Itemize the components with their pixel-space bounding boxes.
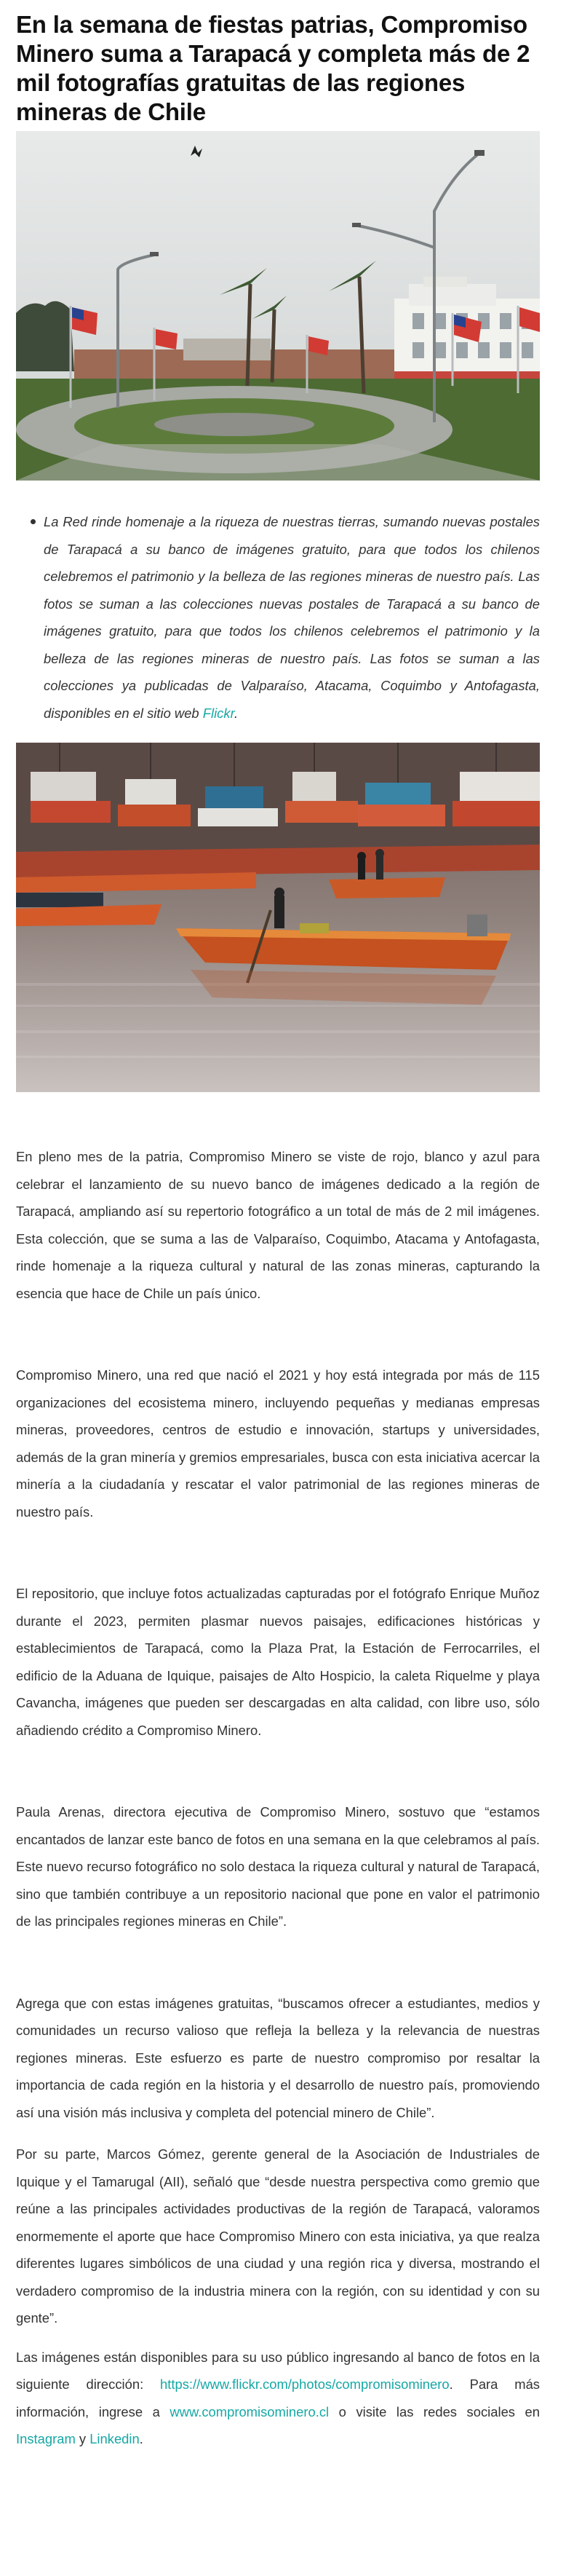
article-body bbox=[16, 1143, 540, 2453]
lead-item bbox=[44, 508, 540, 727]
paragraph: Compromiso Minero, una red que nació el 2021 y hoy está integrada por más de 115 organizaciones del ecosistema minero, incluyendo pequeñas y medianas empresas mineras, proveedores, centros de estudio e innovación, startups y universidades, además de la gran minería y gremios empresariales, busca con esta iniciativa acercar la minería a la ciudadanía y rescatar el valor patrimonial de las regiones mineras de nuestro país. bbox=[16, 1367, 540, 1520]
paragraph: Paula Arenas, directora ejecutiva de Compromiso Minero, sostuvo que “estamos encantados de lanzar este banco de fotos en una semana en la que celebramos al país. Este nuevo recurso fotográfico no solo destaca la riqueza cultural y natural de Tarapacá, sino que también contribuye a un repositorio nacional que pone en valor el patrimonio de las principales regiones mineras en Chile”. bbox=[16, 1804, 540, 1929]
lead-summary bbox=[16, 508, 540, 727]
linkedin-link[interactable]: Linkedin bbox=[89, 2431, 140, 2446]
article-title: En la semana de fiestas patrias, Compromiso Minero suma a Tarapacá y completa más de 2 mil fotografías gratuitas de las regiones mineras de Chile bbox=[16, 11, 530, 125]
website-link[interactable]: www.compromisominero.cl bbox=[170, 2403, 330, 2419]
text-segment: . Para más información, ingrese a bbox=[16, 2377, 541, 2419]
text-segment: o visite las redes sociales en bbox=[329, 2403, 541, 2419]
instagram-link[interactable]: Instagram bbox=[16, 2431, 76, 2446]
text-segment: . bbox=[139, 2431, 143, 2446]
lead-text: La Red rinde homenaje a la riqueza de nuestras tierras, sumando nuevas postales de Tarapacá a su banco de imágenes gratuito, para que todos los chilenos celebremos el patrimonio y la belleza de las regiones mineras de nuestro país. Las fotos se suman a las colecciones nuevas postales de Tarapacá a su banco de imágenes gratuito, para que todos los chilenos celebremos el patrimonio y la belleza de las regiones mineras de nuestro país. Las fotos se suman a las colecciones ya publicadas de Valparaíso, Atacama, Coquimbo y Antofagasta, disponibles en el sitio web bbox=[44, 514, 540, 721]
text-segment: Las imágenes están disponibles para su uso público ingresando al banco de fotos en la siguiente dirección: bbox=[16, 2349, 540, 2392]
harbor-photo bbox=[16, 743, 540, 1092]
lead-end: . bbox=[234, 705, 239, 721]
flickr-link[interactable]: Flickr bbox=[202, 705, 235, 721]
paragraph: Por su parte, Marcos Gómez, gerente general de la Asociación de Industriales de Iquique y el Tamarugal (AII), señaló que “desde nuestra perspectiva como gremio que reúne a las principales actividades productivas de la región de Tarapacá, valoramos enormemente el aporte que hace Compromiso Minero con esta iniciativa, ya que realza diferentes lugares simbólicos de una ciudad y una región rica y diversa, mostrando el verdadero compromiso de la industria minera con la región, con su identidad y con su gente”. bbox=[16, 2146, 540, 2326]
text-segment: y bbox=[75, 2431, 90, 2446]
paragraph: Agrega que con estas imágenes gratuitas, “buscamos ofrecer a estudiantes, medios y comunidades un recurso valioso que refleja la belleza y la relevancia de nuestras regiones mineras. Este esfuerzo es parte de nuestro compromiso por resaltar la importancia de cada región en la historia y el desarrollo de nuestro país, promoviendo así una visión más inclusiva y completa del potencial minero de Chile”. bbox=[16, 1995, 540, 2120]
paragraph: El repositorio, que incluye fotos actualizadas capturadas por el fotógrafo Enrique Muñoz durante el 2023, permiten plasmar nuevos paisajes, edificaciones históricas y establecimientos de Tarapacá, como la Plaza Prat, la Estación de Ferrocarriles, el edificio de la Aduana de Iquique, paisajes de Alto Hospicio, la caleta Riquelme y playa Cavancha, imágenes que pueden ser descargadas en alta calidad, con libre uso, sólo añadiendo crédito a Compromiso Minero. bbox=[16, 1586, 540, 1738]
flickr-photos-link[interactable]: https://www.flickr.com/photos/compromisominero bbox=[160, 2377, 450, 2392]
paragraph-availability bbox=[16, 2344, 540, 2453]
plaza-photo bbox=[16, 131, 540, 481]
paragraph: En pleno mes de la patria, Compromiso Minero se viste de rojo, blanco y azul para celebrar el lanzamiento de su nuevo banco de imágenes dedicado a la región de Tarapacá, ampliando así su repertorio fotográfico a un total de más de 2 mil imágenes. Esta colección, que se suma a las de Valparaíso, Coquimbo, Atacama y Antofagasta, rinde homenaje a la riqueza cultural y natural de las zonas mineras, capturando la esencia que hace de Chile un país único. bbox=[16, 1149, 540, 1301]
article bbox=[16, 0, 540, 2453]
